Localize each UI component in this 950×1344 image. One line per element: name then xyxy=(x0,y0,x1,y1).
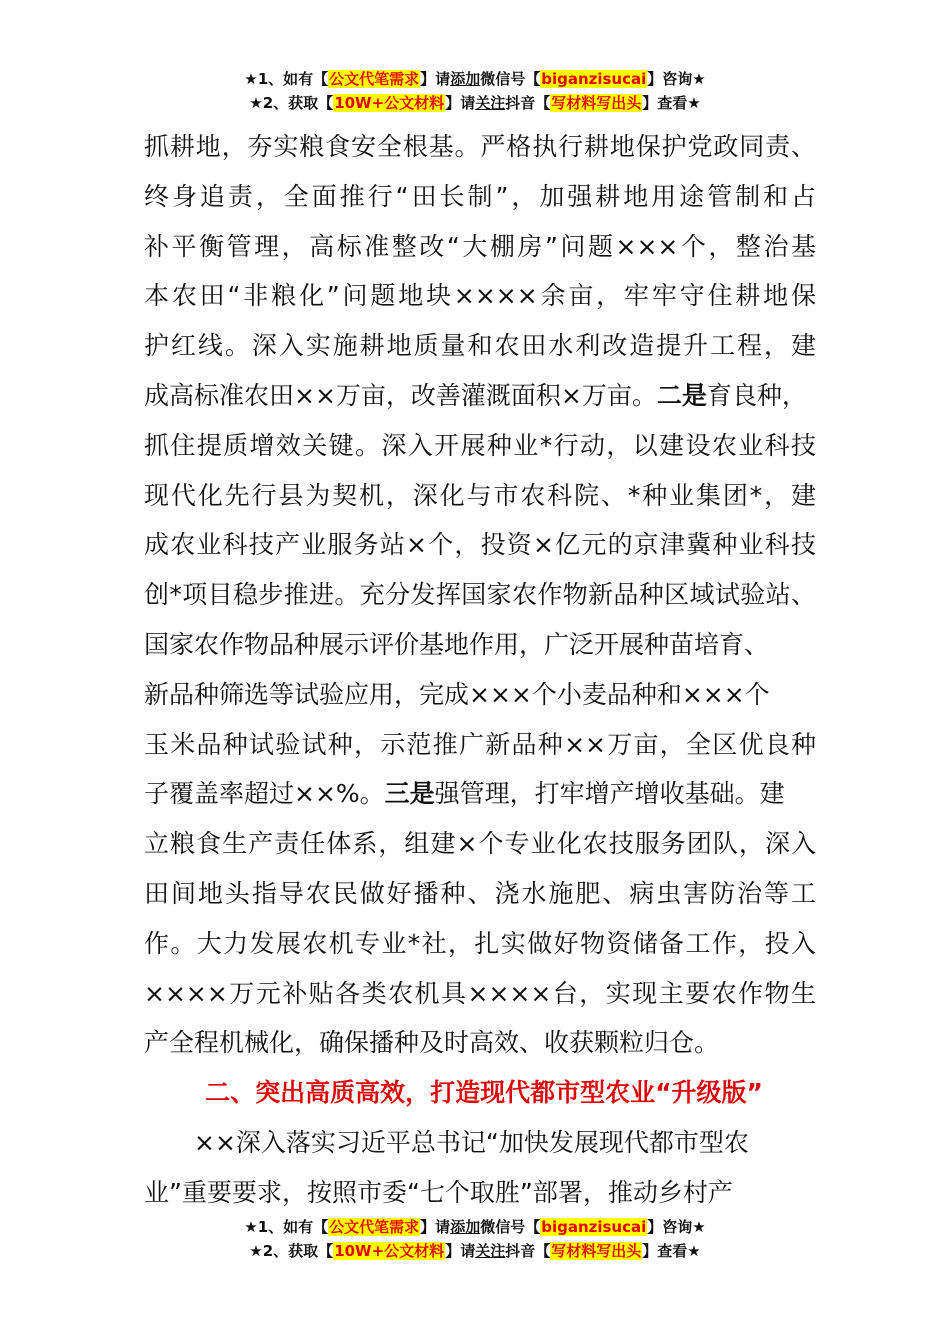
highlight-douyin-id: 写材料写出头 xyxy=(551,94,642,112)
text-line: ××深入落实习近平总书记“加快发展现代都市型农 xyxy=(194,1127,749,1157)
text-line: 抓耕地，夯实粮食安全根基。严格执行耕地保护党政同责、 xyxy=(144,132,816,161)
text-line: 田间地头指导农民做好播种、浇水施肥、病虫害防治等工 xyxy=(144,878,816,908)
text-line: 国家农作物品种展示评价基地作用，广泛开展种苗培育、 xyxy=(144,629,770,659)
highlight-materials: 10W+公文材料 xyxy=(334,94,445,112)
text-line: 抓住提质增效关键。深入开展种业*行动，以建设农业科技 xyxy=(144,430,816,460)
text-line: 补平衡管理，高标准整改“大棚房”问题×××个，整治基 xyxy=(144,231,816,261)
text-line: 立粮食生产责任体系，组建×个专业化农技服务团队，深入 xyxy=(144,829,816,859)
section-heading: 二、突出高质高效，打造现代都市型农业“升级版” xyxy=(205,1078,763,1108)
text-line: 产全程机械化，确保播种及时高效、收获颗粒归仓。 xyxy=(144,1028,720,1058)
highlight-douyin-id: 写材料写出头 xyxy=(551,1242,642,1260)
text-line: 现代化先行县为契机，深化与市农科院、*种业集团*，建 xyxy=(144,480,816,510)
banner-line-1: ★1、如有【公文代笔需求】请添加微信号【biganzisucai】咨询★ xyxy=(244,70,706,88)
banner-line-2: ★2、获取【10W+公文材料】请关注抖音【写材料写出头】查看★ xyxy=(249,1242,701,1260)
bold-marker: 二是 xyxy=(656,380,707,410)
highlight-wechat-id: biganzisucai xyxy=(541,70,647,88)
text-line: 终身追责，全面推行“田长制”，加强耕地用途管制和占 xyxy=(144,181,816,211)
text-line: 业”重要要求，按照市委“七个取胜”部署，推动乡村产 xyxy=(144,1177,733,1207)
highlight-service: 公文代笔需求 xyxy=(329,1218,420,1236)
top-banner xyxy=(0,68,950,116)
text-line: 护红线。深入实施耕地质量和农田水利改造提升工程，建 xyxy=(144,331,816,361)
text-line: 子覆盖率超过××%。三是强管理，打牢增产增收基础。建 xyxy=(144,779,785,809)
highlight-materials: 10W+公文材料 xyxy=(334,1242,445,1260)
text-line: ××××万元补贴各类农机具××××台，实现主要农作物生 xyxy=(144,978,816,1008)
bold-marker: 三是 xyxy=(384,779,435,809)
text-line: 本农田“非粮化”问题地块××××余亩，牢牢守住耕地保 xyxy=(144,281,816,311)
text-line: 玉米品种试验试种，示范推广新品种××万亩，全区优良种 xyxy=(144,729,816,759)
text-line: 新品种筛选等试验应用，完成×××个小麦品种和×××个 xyxy=(144,679,770,709)
banner-line-2: ★2、获取【10W+公文材料】请关注抖音【写材料写出头】查看★ xyxy=(249,94,701,112)
text-line: 成农业科技产业服务站×个，投资×亿元的京津冀种业科技 xyxy=(144,530,816,560)
document-body xyxy=(144,122,816,1218)
bottom-banner xyxy=(0,1216,950,1264)
text-line: 成高标准农田××万亩，改善灌溉面积×万亩。二是育良种， xyxy=(144,380,807,410)
text-line: 创*项目稳步推进。充分发挥国家农作物新品种区域试验站、 xyxy=(144,580,816,610)
banner-line-1: ★1、如有【公文代笔需求】请添加微信号【biganzisucai】咨询★ xyxy=(244,1218,706,1236)
text-line: 作。大力发展农机专业*社，扎实做好物资储备工作，投入 xyxy=(144,928,816,958)
highlight-wechat-id: biganzisucai xyxy=(541,1218,647,1236)
highlight-service: 公文代笔需求 xyxy=(329,70,420,88)
